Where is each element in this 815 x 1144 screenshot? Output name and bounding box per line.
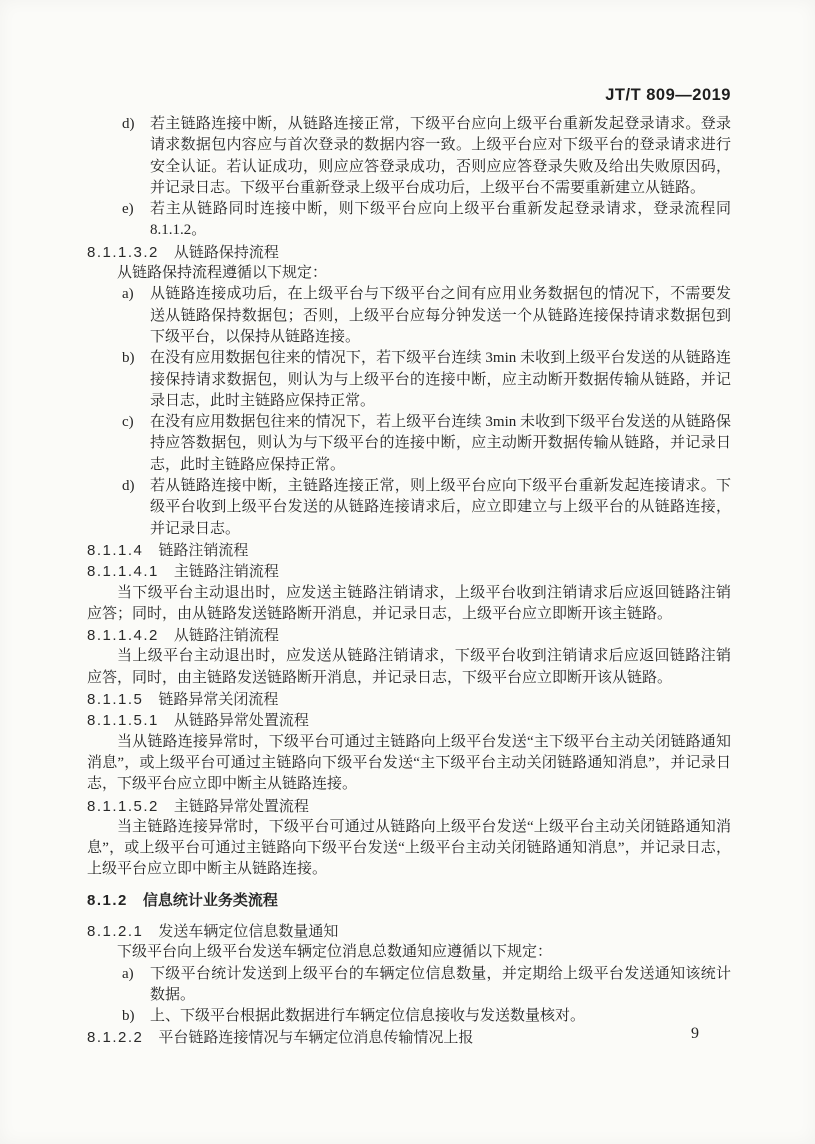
section-heading xyxy=(87,710,731,731)
section-title: 主链路异常处置流程 xyxy=(173,797,309,815)
section-title: 主链路注销流程 xyxy=(173,563,279,581)
list-item-text: 若主链路连接中断，从链路连接正常，下级平台应向上级平台重新发起登录请求。登录请求数据包内容应与首次登录的数据内容一致。上级平台应对下级平台的登录请求进行安全认证。若认证成功，则应应答登录成功，否则应应答登录失败及给出失败原因码，并记录日志。下级平台重新登录上级平台成功后，上级平台不需要重新建立从链路。 xyxy=(150,116,731,196)
page-footer xyxy=(87,1025,731,1043)
section-heading xyxy=(87,921,731,942)
list-item xyxy=(87,199,731,242)
list-marker: a) xyxy=(122,286,134,303)
section-number: 8.1.2.2 xyxy=(87,1029,144,1047)
section-number: 8.1.1.4.2 xyxy=(87,627,159,645)
section-title: 发送车辆定位信息数量通知 xyxy=(158,922,339,940)
paragraph: 下级平台向上级平台发送车辆定位消息总数通知应遵循以下规定： xyxy=(117,944,553,961)
list-item-text: 若从链路连接中断，主链路连接正常，则上级平台应向下级平台重新发起连接请求。下级平台收到上级平台发送的从链路连接请求后，应立即建立与上级平台的从链路连接，并记录日志。 xyxy=(150,478,731,537)
section-title: 从链路保持流程 xyxy=(173,243,279,261)
section-title: 从链路异常处置流程 xyxy=(173,712,309,730)
section-number: 8.1.1.5 xyxy=(87,691,144,709)
section-title: 平台链路连接情况与车辆定位消息传输情况上报 xyxy=(158,1029,474,1047)
running-header xyxy=(87,86,731,105)
list-marker: e) xyxy=(122,201,134,218)
section-heading xyxy=(87,561,731,582)
list-item xyxy=(87,412,731,476)
section-heading xyxy=(87,625,731,646)
section-number: 8.1.2 xyxy=(87,891,128,909)
list-item xyxy=(87,348,731,412)
paragraph: 当主链路连接异常时，下级平台可通过从链路向上级平台发送“上级平台主动关闭链路通知消息”，或上级平台可通过主链路向下级平台发送“上级平台主动关闭链路通知消息”，并记录日志，上级平台应立即中断主从链路连接。 xyxy=(87,818,731,878)
list-marker: c) xyxy=(122,414,134,431)
list-item-text: 在没有应用数据包往来的情况下，若上级平台连续 3min 未收到下级平台发送的从链路保持应答数据包，则认为与下级平台的连接中断，应主动断开数据传输从链路，并记录日志，此时主链路应保持正常。 xyxy=(150,414,731,473)
list-item xyxy=(87,284,731,348)
paragraph: 当从链路连接异常时，下级平台可通过主链路向上级平台发送“主下级平台主动关闭链路通知消息”，或上级平台可通过主链路向下级平台发送“主下级平台主动关闭链路通知消息”，并记录日志，下级平台应立即中断主从链路连接。 xyxy=(87,733,731,793)
list-item-text: 若主从链路同时连接中断，则下级平台应向上级平台重新发起登录请求，登录流程同 8.1.1.2。 xyxy=(150,201,731,239)
list-item-text: 下级平台统计发送到上级平台的车辆定位信息数量，并定期给上级平台发送通知该统计数据。 xyxy=(150,965,731,1003)
section-heading xyxy=(87,890,731,911)
section-number: 8.1.1.3.2 xyxy=(87,243,159,261)
standard-number: JT/T 809—2019 xyxy=(605,86,731,104)
section-heading xyxy=(87,796,731,817)
section-heading xyxy=(87,242,731,263)
list-item xyxy=(87,964,731,1007)
section-number: 8.1.2.1 xyxy=(87,922,144,940)
section-number: 8.1.1.5.1 xyxy=(87,712,159,730)
section-number: 8.1.1.4.1 xyxy=(87,563,159,581)
section-number: 8.1.1.4 xyxy=(87,541,144,559)
list-item xyxy=(87,476,731,540)
section-title: 链路注销流程 xyxy=(158,541,249,559)
list-item-text: 上、下级平台根据此数据进行车辆定位信息接收与发送数量核对。 xyxy=(150,1008,586,1025)
section-title: 信息统计业务类流程 xyxy=(142,891,278,909)
section-title: 从链路注销流程 xyxy=(173,627,279,645)
list-item-text: 从链路连接成功后，在上级平台与下级平台之间有应用业务数据包的情况下，不需要发送从链路保持数据包；否则，上级平台应每分钟发送一个从链路连接保持请求数据包到下级平台，以保持从链路连接。 xyxy=(150,286,731,345)
list-item xyxy=(87,114,731,199)
section-number: 8.1.1.5.2 xyxy=(87,797,159,815)
list-item-text: 在没有应用数据包往来的情况下，若下级平台连续 3min 未收到上级平台发送的从链路连接保持请求数据包，则认为与上级平台的连接中断，应主动断开数据传输从链路，并记录日志，此时主链路应保持正常。 xyxy=(150,350,731,409)
list-marker: d) xyxy=(122,116,135,132)
list-marker: b) xyxy=(122,1008,135,1025)
paragraph: 当下级平台主动退出时，应发送主链路注销请求，上级平台收到注销请求后应返回链路注销应答；同时，由从链路发送链路断开消息，并记录日志，上级平台应立即断开该主链路。 xyxy=(87,584,731,622)
paragraph: 从链路保持流程遵循以下规定： xyxy=(117,265,328,282)
document-body xyxy=(87,114,731,1049)
paragraph: 当上级平台主动退出时，应发送从链路注销请求，下级平台收到注销请求后应返回链路注销应答，同时，由主链路发送链路断开消息，并记录日志，下级平台应立即断开该从链路。 xyxy=(87,648,731,686)
section-title: 链路异常关闭流程 xyxy=(158,691,279,709)
list-marker: a) xyxy=(122,965,134,982)
list-marker: b) xyxy=(122,350,135,367)
section-heading xyxy=(87,689,731,710)
section-heading xyxy=(87,540,731,561)
list-marker: d) xyxy=(122,478,135,495)
page-number: 9 xyxy=(691,1025,699,1042)
